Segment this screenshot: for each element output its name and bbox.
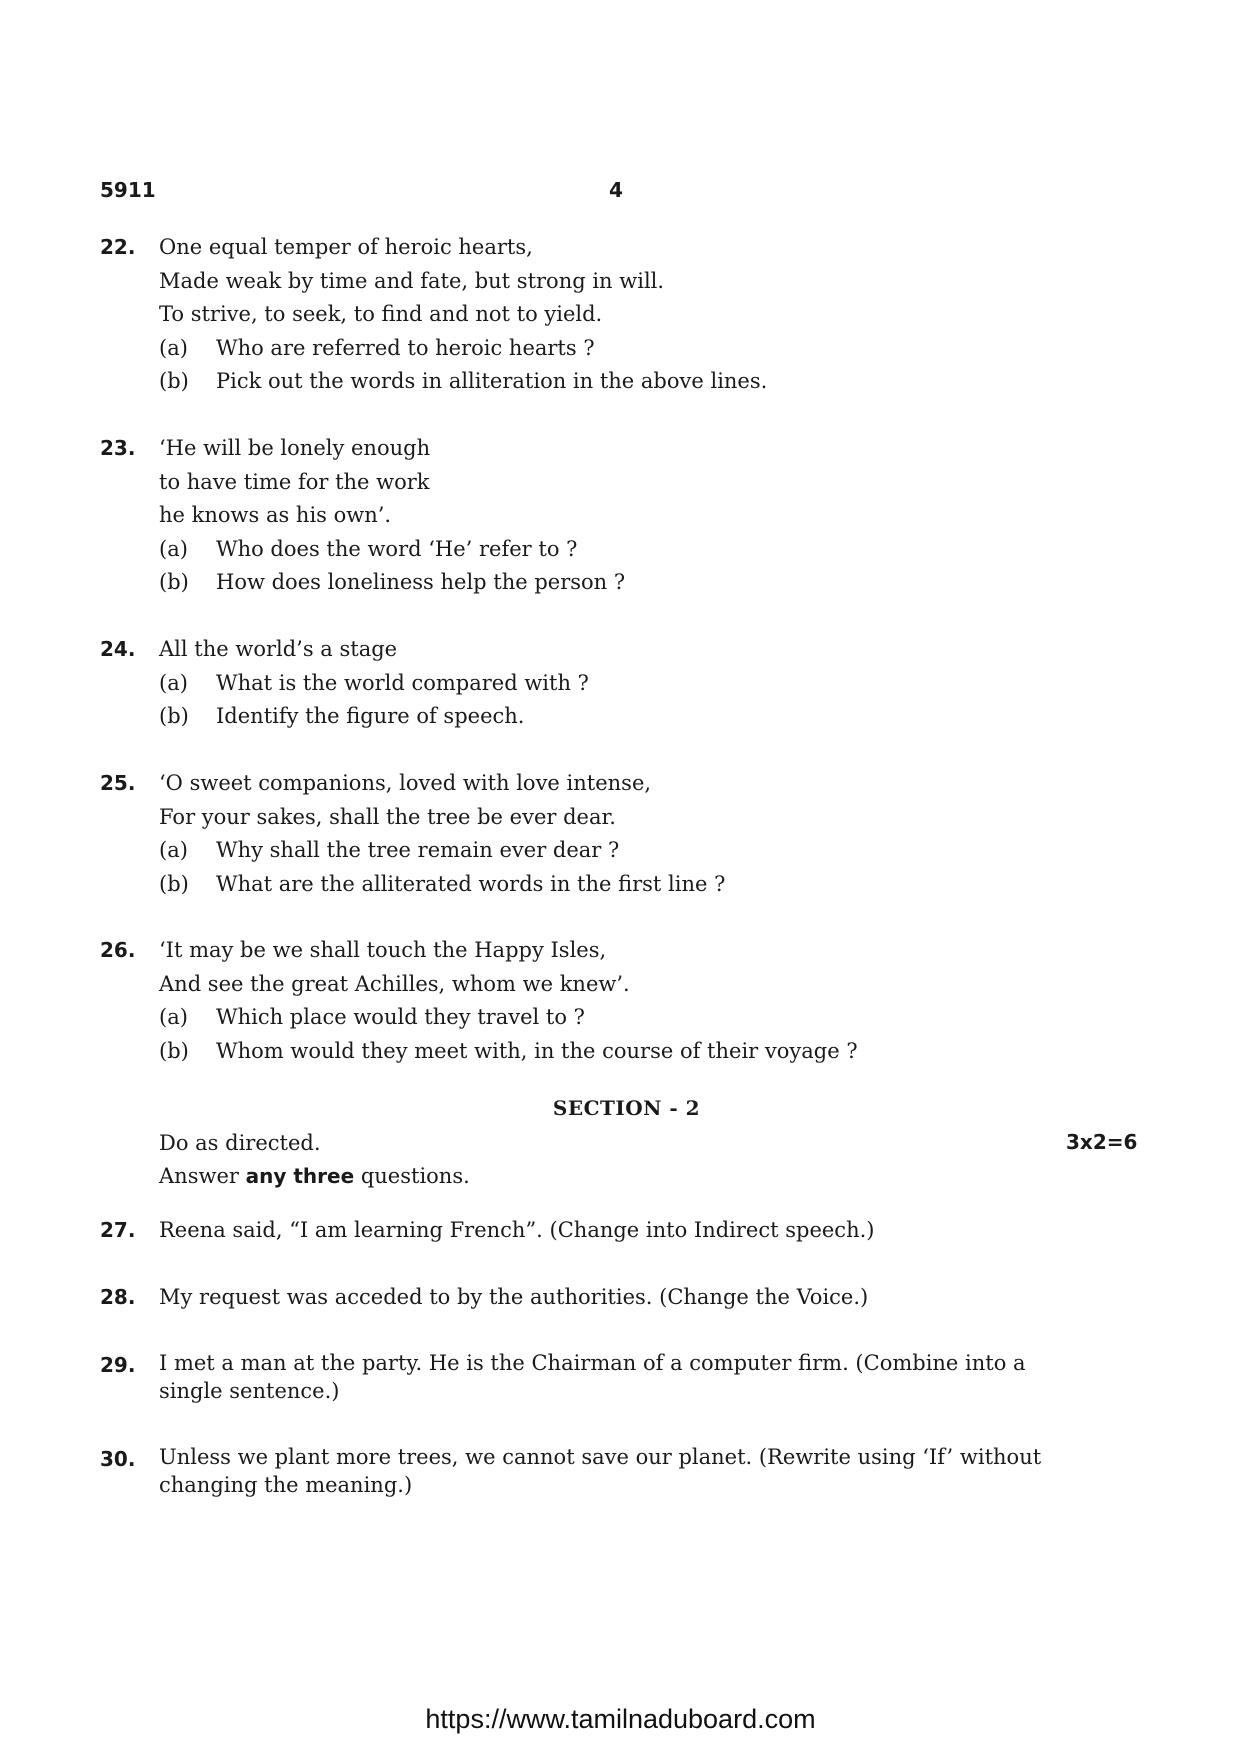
sub-text: What are the alliterated words in the first line ? [216, 871, 726, 896]
question-number: 22. [100, 235, 136, 259]
sub-text: Whom would they meet with, in the course of their voyage ? [216, 1038, 858, 1063]
sub-text: Why shall the tree remain ever dear ? [216, 838, 620, 862]
sub-text: Which place would they travel to ? [216, 1005, 585, 1029]
sub-label: (b) [159, 369, 189, 393]
question-26 [100, 934, 1140, 1068]
poem-line: For your sakes, shall the tree be ever dear. [159, 804, 616, 829]
sub-question [159, 667, 1140, 701]
question-number: 25. [100, 771, 136, 795]
question-number: 28. [100, 1285, 136, 1309]
sub-label: (a) [159, 536, 188, 561]
footer-url[interactable]: https://www.tamilnaduboard.com [425, 1704, 816, 1734]
poem-line: One equal temper of heroic hearts, [159, 235, 533, 259]
sub-text: Who are referred to heroic hearts ? [216, 335, 595, 360]
sub-text: Pick out the words in alliteration in the above lines. [216, 369, 768, 393]
question-27 [100, 1214, 1140, 1248]
poem-line: to have time for the work [159, 469, 430, 494]
question-29 [100, 1349, 1090, 1405]
question-number: 24. [100, 637, 136, 661]
sub-label: (a) [159, 670, 188, 695]
question-number: 30. [100, 1447, 136, 1471]
sub-text: How does loneliness help the person ? [216, 570, 626, 594]
question-text: My request was acceded to by the authorities. (Change the Voice.) [159, 1285, 869, 1309]
question-30 [100, 1443, 1090, 1499]
sub-question [159, 868, 1140, 902]
answer-suffix: questions. [360, 1164, 470, 1188]
sub-question [159, 700, 1140, 734]
question-number: 27. [100, 1218, 136, 1242]
poem-line: To strive, to seek, to find and not to yield. [159, 302, 603, 326]
sub-question [159, 533, 1140, 567]
paper-code: 5911 [100, 178, 156, 202]
sub-question [159, 365, 1140, 399]
poem-line: ‘It may be we shall touch the Happy Isles, [159, 938, 607, 962]
sub-label: (a) [159, 335, 188, 360]
poem-line: Made weak by time and fate, but strong in will. [159, 268, 665, 293]
poem-line: ‘O sweet companions, loved with love intense, [159, 771, 652, 795]
sub-label: (b) [159, 1038, 189, 1063]
section-marks: 3x2=6 [1066, 1130, 1138, 1154]
sub-question [159, 1001, 1140, 1035]
question-number: 23. [100, 436, 136, 460]
question-22 [100, 231, 1140, 399]
poem-line: he knows as his own’. [159, 503, 392, 527]
poem-line: All the world’s a stage [159, 637, 398, 661]
section-instruction: Do as directed. [159, 1131, 321, 1155]
poem-line: And see the great Achilles, whom we knew’. [159, 971, 630, 996]
answer-prefix: Answer [159, 1164, 239, 1188]
sub-question [159, 1035, 1140, 1069]
sub-label: (a) [159, 1005, 188, 1029]
sub-label: (b) [159, 570, 189, 594]
sub-label: (a) [159, 838, 188, 862]
answer-bold: any three [245, 1164, 355, 1188]
question-25 [100, 767, 1140, 901]
poem-line: ‘He will be lonely enough [159, 436, 431, 460]
question-number: 26. [100, 938, 136, 962]
sub-label: (b) [159, 871, 189, 896]
sub-question [159, 566, 1140, 600]
question-text: I met a man at the party. He is the Chairman of a computer firm. (Combine into a single sentence.) [159, 1351, 1026, 1403]
sub-text: What is the world compared with ? [216, 670, 589, 695]
sub-text: Who does the word ‘He’ refer to ? [216, 536, 578, 561]
sub-text: Identify the figure of speech. [216, 704, 525, 728]
sub-question [159, 332, 1140, 366]
question-28 [100, 1281, 1140, 1315]
answer-instruction [159, 1164, 470, 1188]
question-23 [100, 432, 1140, 600]
page-number: 4 [609, 178, 623, 202]
question-24 [100, 633, 1140, 734]
sub-label: (b) [159, 704, 189, 728]
question-text: Unless we plant more trees, we cannot save our planet. (Rewrite using ‘If’ without changing the meaning.) [159, 1445, 1042, 1497]
section-title: SECTION - 2 [552, 1096, 701, 1120]
question-number: 29. [100, 1353, 136, 1377]
sub-question [159, 834, 1140, 868]
question-text: Reena said, “I am learning French”. (Change into Indirect speech.) [159, 1218, 875, 1242]
